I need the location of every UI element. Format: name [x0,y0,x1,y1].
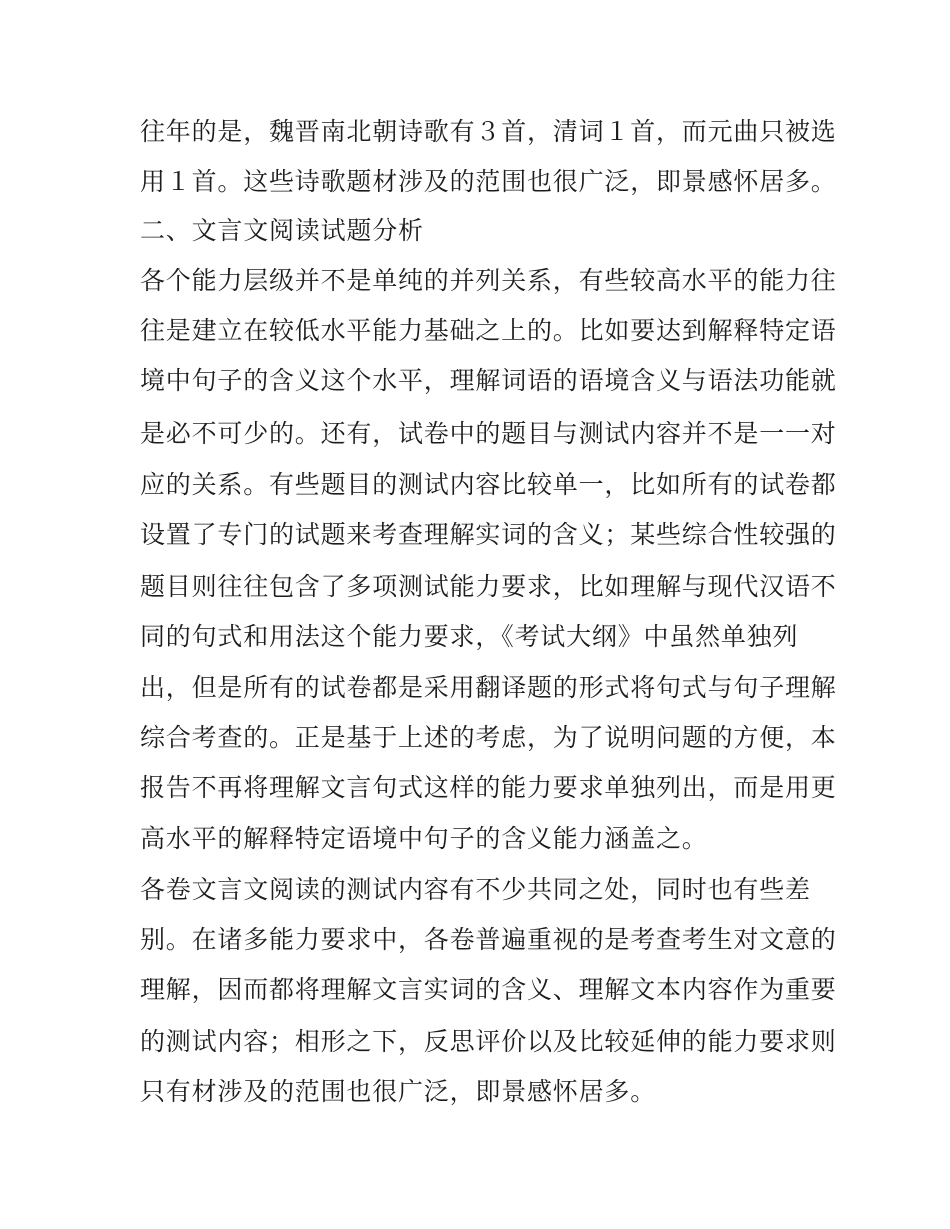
text-line: 境中句子的含义这个水平，理解词语的语境含义与语法功能就 [140,366,837,395]
text-line: 出，但是所有的试卷都是采用翻译题的形式将句式与句子理解 [140,673,837,702]
text-line: 别。在诸多能力要求中，各卷普遍重视的是考查考生对文意的 [140,925,837,954]
text-line: 应的关系。有些题目的测试内容比较单一，比如所有的试卷都 [140,470,837,499]
text-line: 报告不再将理解文言句式这样的能力要求单独列出，而是用更 [140,773,837,802]
text-line: 用１首。这些诗歌题材涉及的范围也很广泛，即景感怀居多。 [140,167,837,196]
text-line: 往是建立在较低水平能力基础之上的。比如要达到解释特定语 [140,316,837,345]
text-line: 的测试内容；相形之下，反思评价以及比较延伸的能力要求则 [140,1027,837,1056]
text-line: 各个能力层级并不是单纯的并列关系，有些较高水平的能力往 [140,266,837,295]
text-line: 高水平的解释特定语境中句子的含义能力涵盖之。 [140,824,708,853]
text-line: 题目则往往包含了多项测试能力要求，比如理解与现代汉语不 [140,572,837,601]
text-line: 理解，因而都将理解文言实词的含义、理解文本内容作为重要 [140,975,837,1004]
text-line: 设置了专门的试题来考查理解实词的含义；某些综合性较强的 [140,520,837,549]
text-line: 是必不可少的。还有，试卷中的题目与测试内容并不是一一对 [140,419,837,448]
text-line: 各卷文言文阅读的测试内容有不少共同之处，同时也有些差 [140,875,811,904]
section-heading: 二、文言文阅读试题分析 [140,216,424,245]
text-line: 综合考查的。正是基于上述的考虑，为了说明问题的方便，本 [140,723,837,752]
text-line: 同的句式和用法这个能力要求，《考试大纲》中虽然单独列 [140,622,799,651]
text-line: 只有材涉及的范围也很广泛，即景感怀居多。 [140,1077,657,1106]
text-line: 往年的是，魏晋南北朝诗歌有３首，清词１首，而元曲只被选 [140,117,837,146]
